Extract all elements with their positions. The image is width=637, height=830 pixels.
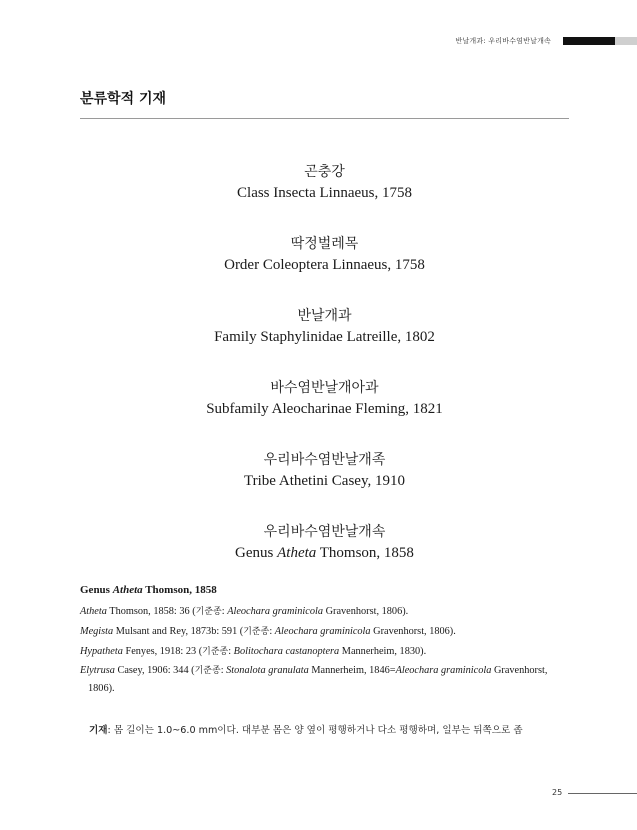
synonymy-entry: Atheta Thomson, 1858: 36 (기준종: Aleochara graminicola Gravenhorst, 1806). — [80, 606, 409, 617]
running-head-bar-light — [615, 37, 637, 45]
taxon-korean-name: 바수염반날개아과 — [270, 380, 379, 396]
taxon-scientific-name: Order Coleoptera Linnaeus, 1758 — [224, 257, 425, 273]
synonymy-entry: Elytrusa Casey, 1906: 344 (기준종: Stonalota granulata Mannerheim, 1846=Aleochara graminicola Gravenhorst, 1806). — [80, 665, 548, 694]
taxon-korean-name: 곤충강 — [304, 164, 345, 180]
running-head — [456, 37, 637, 45]
running-head-bar-dark — [563, 37, 615, 45]
taxon-scientific-name: Family Staphylinidae Latreille, 1802 — [214, 329, 435, 345]
taxon-scientific-name: Class Insecta Linnaeus, 1758 — [237, 185, 412, 201]
description-label: 기재 — [89, 725, 108, 736]
taxon-korean-name: 우리바수염반날개족 — [263, 452, 386, 468]
taxon-family — [80, 306, 569, 378]
synonymy-entry: Megista Mulsant and Rey, 1873b: 591 (기준종: Aleochara graminicola Gravenhorst, 1806). — [80, 626, 456, 637]
taxon-scientific-name: Tribe Athetini Casey, 1910 — [244, 473, 405, 489]
taxon-class — [80, 162, 569, 234]
synonymy-block — [80, 583, 569, 698]
taxon-scientific-name: Subfamily Aleocharinae Fleming, 1821 — [206, 401, 443, 417]
taxon-scientific-name: Genus Atheta Thomson, 1858 — [235, 545, 414, 561]
synonymy-entry: Hypatheta Fenyes, 1918: 23 (기준종: Bolitochara castanoptera Mannerheim, 1830). — [80, 646, 427, 657]
footer-rule — [568, 793, 637, 794]
taxon-tribe — [80, 450, 569, 522]
page-number: 25 — [552, 788, 563, 797]
running-head-text: 반날개과: 우리바수염반날개속 — [455, 37, 551, 45]
taxon-korean-name: 우리바수염반날개속 — [263, 524, 386, 540]
taxonomic-hierarchy — [80, 162, 569, 594]
taxon-subfamily — [80, 378, 569, 450]
taxon-korean-name: 딱정벌레목 — [290, 236, 359, 252]
description-paragraph — [89, 724, 571, 738]
taxon-korean-name: 반날개과 — [297, 308, 352, 324]
taxon-order — [80, 234, 569, 306]
description-text: : 몸 길이는 1.0~6.0 mm이다. 대부분 몸은 양 옆이 평행하거나 다소 평행하며, 일부는 뒤쪽으로 좁 — [107, 725, 523, 736]
page-footer — [0, 788, 637, 800]
heading-divider — [80, 118, 569, 119]
section-heading: 분류학적 기재 — [80, 91, 167, 107]
synonymy-title: Genus Atheta Thomson, 1858 — [80, 584, 217, 596]
